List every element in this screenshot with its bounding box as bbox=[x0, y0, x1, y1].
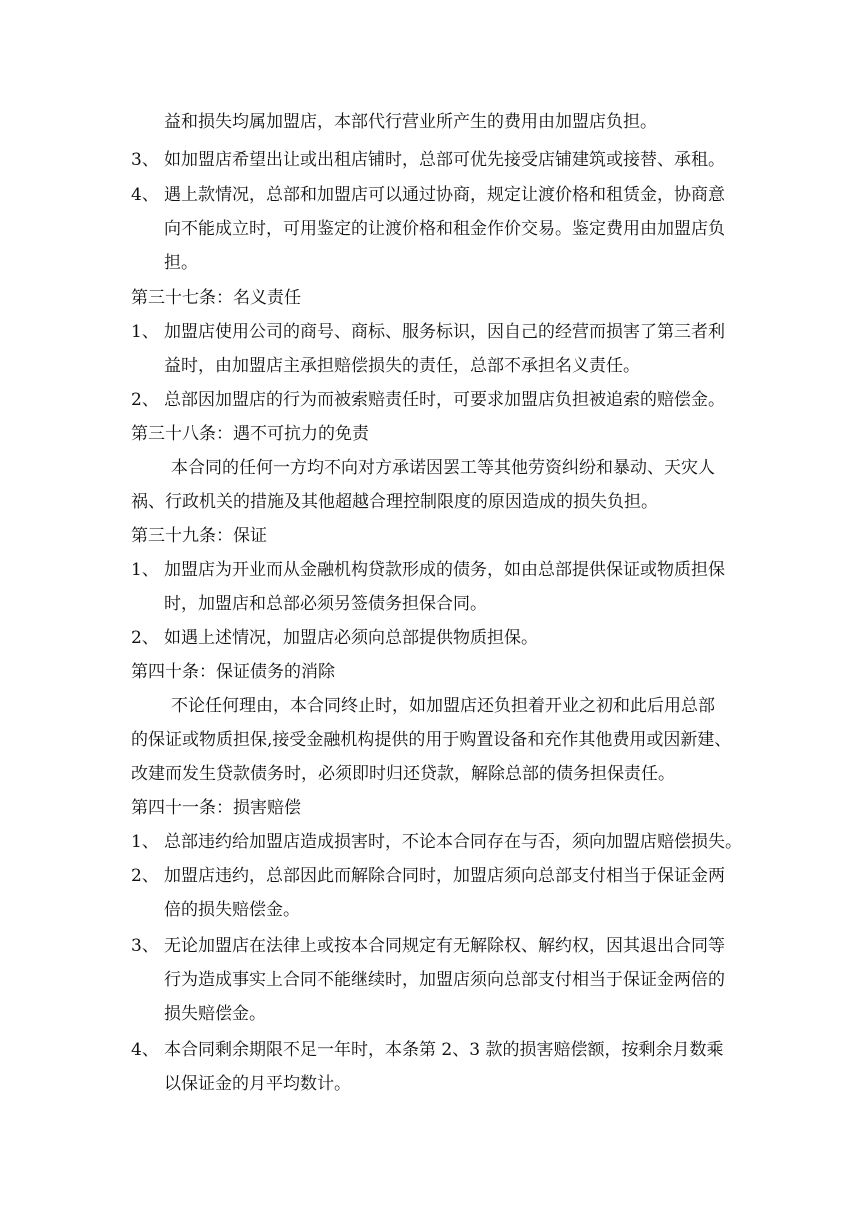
item-number: 2、 bbox=[131, 866, 159, 886]
list-item bbox=[131, 1033, 771, 1101]
paragraph-line: 祸、行政机关的措施及其他超越合理控制限度的原因造成的损失负担。 bbox=[131, 492, 658, 512]
item-number: 2、 bbox=[131, 628, 159, 648]
item-number: 1、 bbox=[131, 832, 159, 852]
paragraph-line: 的保证或物质担保,接受金融机构提供的用于购置设备和充作其他费用或因新建、 bbox=[131, 730, 732, 750]
paragraph-line: 改建而发生贷款债务时，必须即时归还贷款，解除总部的债务担保责任。 bbox=[131, 764, 675, 784]
item-line: 益时，由加盟店主承担赔偿损失的责任，总部不承担名义责任。 bbox=[164, 356, 640, 376]
article-heading: 第三十八条：遇不可抗力的免责 bbox=[131, 424, 369, 444]
item-number: 1、 bbox=[131, 560, 159, 580]
item-line: 如遇上述情况，加盟店必须向总部提供物质担保。 bbox=[164, 628, 538, 648]
item-line: 遇上款情况，总部和加盟店可以通过协商，规定让渡价格和租赁金，协商意 bbox=[164, 185, 725, 205]
list-item bbox=[131, 383, 771, 417]
list-item bbox=[131, 929, 771, 1031]
item-line: 总部违约给加盟店造成损害时，不论本合同存在与否，须向加盟店赔偿损失。 bbox=[164, 832, 742, 852]
item-number: 4、 bbox=[131, 185, 159, 205]
item-number: 3、 bbox=[131, 150, 159, 170]
item-line: 以保证金的月平均数计。 bbox=[164, 1074, 351, 1094]
article-heading: 第四十条：保证债务的消除 bbox=[131, 662, 335, 682]
paragraph-line: 不论任何理由，本合同终止时，如加盟店还负担着开业之初和此后用总部 bbox=[171, 696, 715, 716]
item-line: 时，加盟店和总部必须另签债务担保合同。 bbox=[164, 594, 487, 614]
article-heading: 第三十九条：保证 bbox=[131, 526, 267, 546]
item-number: 1、 bbox=[131, 322, 159, 342]
item-line: 加盟店为开业而从金融机构贷款形成的债务，如由总部提供保证或物质担保 bbox=[164, 560, 725, 580]
item-number: 4、 bbox=[131, 1040, 159, 1060]
item-line: 损失赔偿金。 bbox=[164, 1004, 266, 1024]
list-item bbox=[131, 553, 771, 621]
list-item bbox=[131, 143, 771, 177]
item-line: 倍的损失赔偿金。 bbox=[164, 900, 300, 920]
carry-over-line bbox=[164, 105, 657, 139]
list-item bbox=[131, 825, 771, 859]
list-item bbox=[131, 178, 771, 280]
item-number: 3、 bbox=[131, 936, 159, 956]
list-item bbox=[131, 859, 771, 927]
item-line: 行为造成事实上合同不能继续时，加盟店须向总部支付相当于保证金两倍的 bbox=[164, 970, 725, 990]
article-paragraph bbox=[131, 451, 715, 519]
item-line: 加盟店使用公司的商号、商标、服务标识，因自己的经营而损害了第三者利 bbox=[164, 322, 725, 342]
list-item bbox=[131, 621, 771, 655]
article-heading: 第三十七条：名义责任 bbox=[131, 288, 301, 308]
item-line: 如加盟店希望出让或出租店铺时，总部可优先接受店铺建筑或接替、承租。 bbox=[164, 150, 725, 170]
item-number: 2、 bbox=[131, 390, 159, 410]
item-line: 向不能成立时，可用鉴定的让渡价格和租金作价交易。鉴定费用由加盟店负 bbox=[164, 219, 725, 239]
item-line: 无论加盟店在法律上或按本合同规定有无解除权、解约权，因其退出合同等 bbox=[164, 936, 725, 956]
item-line: 加盟店违约，总部因此而解除合同时，加盟店须向总部支付相当于保证金两 bbox=[164, 866, 725, 886]
item-line: 本合同剩余期限不足一年时，本条第 2、3 款的损害赔偿额，按剩余月数乘 bbox=[164, 1040, 724, 1060]
article-heading: 第四十一条：损害赔偿 bbox=[131, 798, 301, 818]
article-paragraph bbox=[131, 689, 731, 791]
list-item bbox=[131, 315, 771, 383]
item-line: 总部因加盟店的行为而被索赔责任时，可要求加盟店负担被追索的赔偿金。 bbox=[164, 390, 725, 410]
item-line: 担。 bbox=[164, 253, 198, 273]
paragraph-line: 本合同的任何一方均不向对方承诺因罢工等其他劳资纠纷和暴动、天灾人 bbox=[171, 458, 715, 478]
carry-over-text: 益和损失均属加盟店，本部代行营业所产生的费用由加盟店负担。 bbox=[164, 112, 657, 132]
